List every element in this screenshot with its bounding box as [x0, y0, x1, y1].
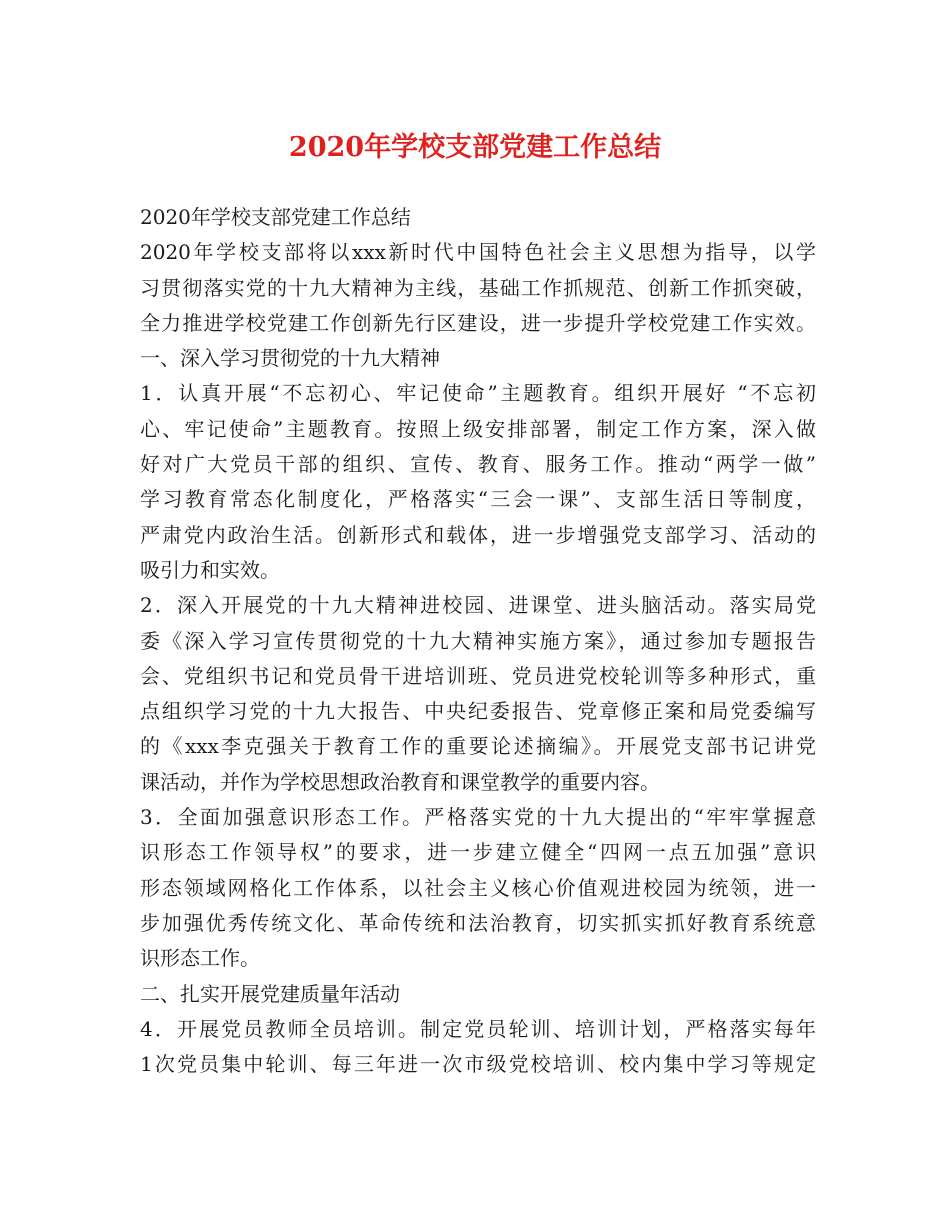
text-line: 委《深入学习宣传贯彻党的十九大精神实施方案》，通过参加专题报告 [140, 628, 816, 653]
text-line: 的《xxx李克强关于教育工作的重要论述摘编》。开展党支部书记讲党 [140, 734, 816, 759]
document-body [140, 200, 816, 1082]
text-line: 全力推进学校党建工作创新先行区建设，进一步提升学校党建工作实效。 [140, 310, 816, 335]
text-line: 形态领域网格化工作体系，以社会主义核心价值观进校园为统领，进一 [140, 875, 816, 900]
text-line: 1．认真开展“不忘初心、牢记使命”主题教育。组织开展好 “不忘初 [140, 381, 816, 406]
text-line: 吸引力和实效。 [140, 557, 280, 582]
text-line: 严肃党内政治生活。创新形式和载体，进一步增强党支部学习、活动的 [140, 522, 816, 547]
text-line: 2．深入开展党的十九大精神进校园、进课堂、进头脑活动。落实局党 [140, 593, 816, 618]
text-line: 二、扎实开展党建质量年活动 [140, 981, 400, 1006]
text-line: 4．开展党员教师全员培训。制定党员轮训、培训计划，严格落实每年 [140, 1016, 816, 1041]
text-line: 识形态工作领导权”的要求，进一步建立健全“四网一点五加强”意识 [140, 840, 816, 865]
text-line: 3．全面加强意识形态工作。严格落实党的十九大提出的“牢牢掌握意 [140, 805, 816, 830]
text-line: 1次党员集中轮训、每三年进一次市级党校培训、校内集中学习等规定 [140, 1052, 816, 1077]
text-line: 习贯彻落实党的十九大精神为主线，基础工作抓规范、创新工作抓突破， [140, 275, 816, 300]
text-line: 识形态工作。 [140, 946, 260, 971]
document-title: 2020年学校支部党建工作总结 [288, 132, 662, 163]
text-line: 点组织学习党的十九大报告、中央纪委报告、党章修正案和局党委编写 [140, 699, 816, 724]
text-line: 步加强优秀传统文化、革命传统和法治教育，切实抓实抓好教育系统意 [140, 910, 816, 935]
text-line: 2020年学校支部将以xxx新时代中国特色社会主义思想为指导，以学 [140, 240, 816, 265]
text-line: 学习教育常态化制度化，严格落实“三会一课”、支部生活日等制度， [140, 487, 816, 512]
text-line: 心、牢记使命”主题教育。按照上级安排部署，制定工作方案，深入做 [140, 416, 816, 441]
text-line: 课活动，并作为学校思想政治教育和课堂教学的重要内容。 [140, 769, 660, 794]
text-line: 一、深入学习贯彻党的十九大精神 [140, 346, 440, 371]
text-line: 好对广大党员干部的组织、宣传、教育、服务工作。推动“两学一做” [140, 452, 816, 477]
text-line: 2020年学校支部党建工作总结 [140, 205, 411, 229]
text-line: 会、党组织书记和党员骨干进培训班、党员进党校轮训等多种形式，重 [140, 663, 816, 688]
